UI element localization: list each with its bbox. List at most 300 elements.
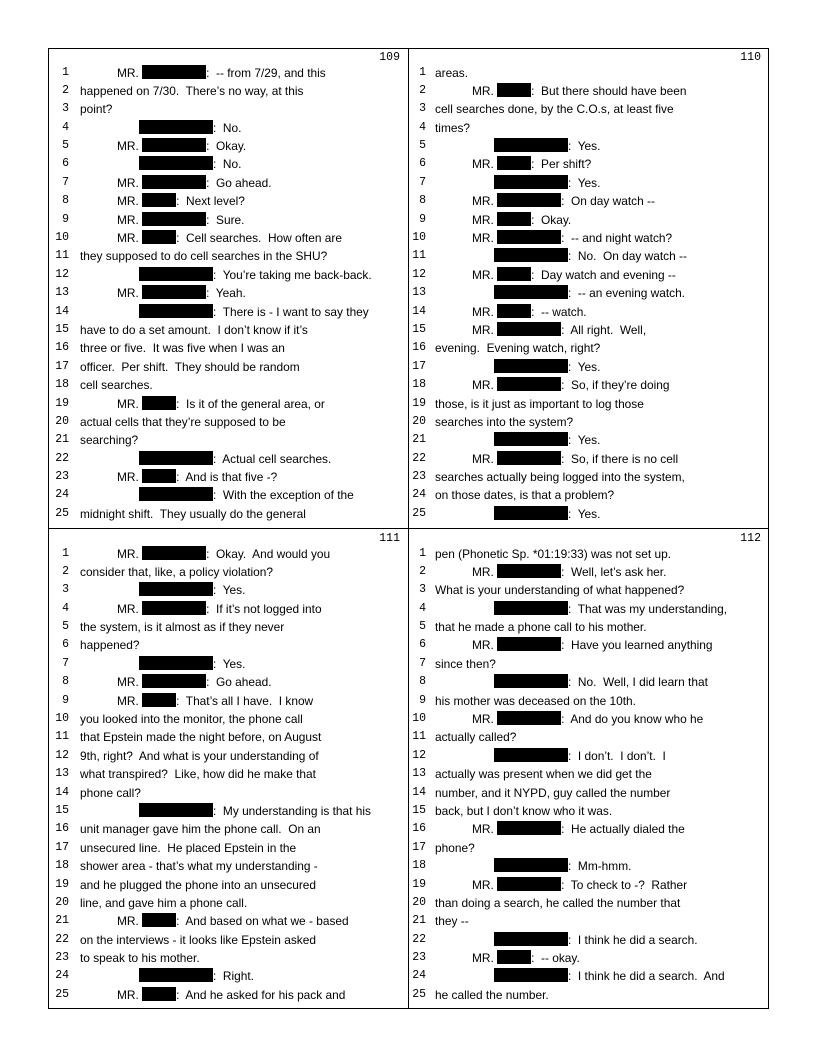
- line-number: 23: [412, 951, 426, 965]
- speaker-prefix: MR.: [117, 286, 139, 301]
- speech-text: : And do you know who he: [561, 712, 704, 727]
- transcript-line: [410, 563, 767, 581]
- transcript-line: [49, 876, 406, 894]
- line-number: 19: [55, 877, 69, 891]
- line-number: 8: [62, 675, 69, 689]
- line-number: 2: [62, 564, 69, 578]
- redaction-block: [142, 212, 206, 226]
- redaction-block: [142, 285, 206, 299]
- speech-text: : To check to -? Rather: [561, 877, 688, 892]
- line-number: 5: [62, 620, 69, 634]
- transcript-line: [410, 673, 767, 691]
- speech-text: : No.: [213, 120, 242, 135]
- line-text: searches actually being logged into the system,: [435, 470, 685, 485]
- line-number: 17: [412, 359, 426, 373]
- line-text: they --: [435, 914, 469, 929]
- transcript-line: [49, 967, 406, 985]
- line-number: 17: [55, 359, 69, 373]
- transcript-line: [410, 692, 767, 710]
- line-number: 20: [412, 895, 426, 909]
- line-text: actually called?: [435, 730, 517, 745]
- speaker-prefix: MR.: [117, 194, 139, 209]
- speech-text: : So, if they’re doing: [561, 378, 670, 393]
- transcript-line: [49, 600, 406, 618]
- speaker-line: [80, 581, 245, 599]
- speech-text: : Okay. And would you: [206, 546, 331, 561]
- redaction-block: [494, 432, 568, 446]
- transcript-line: [49, 450, 406, 468]
- redaction-block: [497, 821, 561, 835]
- line-text: on those dates, is that a problem?: [435, 488, 615, 503]
- speaker-prefix: MR.: [472, 267, 494, 282]
- line-text: and he plugged the phone into an unsecured: [80, 877, 317, 892]
- line-number: 13: [55, 767, 69, 781]
- redaction-block: [497, 877, 561, 891]
- line-number: 1: [62, 65, 69, 79]
- transcript-line: [49, 673, 406, 691]
- line-number: 15: [412, 803, 426, 817]
- line-number: 9: [419, 693, 426, 707]
- line-number: 12: [55, 748, 69, 762]
- speaker-line: [80, 545, 330, 563]
- line-number: 5: [419, 620, 426, 634]
- redaction-block: [142, 546, 206, 560]
- speech-text: : There is - I want to say they: [213, 304, 369, 319]
- redaction-block: [139, 656, 213, 670]
- redaction-block: [494, 506, 568, 520]
- line-text: What is your understanding of what happened?: [435, 583, 685, 598]
- speech-text: : On day watch --: [561, 194, 655, 209]
- line-number: 25: [55, 987, 69, 1001]
- transcript-line: [410, 395, 767, 413]
- line-number: 18: [412, 859, 426, 873]
- transcript-page-110: [410, 49, 767, 527]
- line-number: 6: [62, 157, 69, 171]
- transcript-line: [49, 655, 406, 673]
- redaction-block: [497, 377, 561, 391]
- speaker-prefix: MR.: [117, 470, 139, 485]
- transcript-line: [49, 100, 406, 118]
- line-number: 23: [412, 470, 426, 484]
- line-number: 8: [62, 194, 69, 208]
- transcript-line: [410, 839, 767, 857]
- transcript-line: [410, 229, 767, 247]
- transcript-line: [49, 303, 406, 321]
- speech-text: : Yes.: [568, 175, 601, 190]
- line-number: 17: [55, 840, 69, 854]
- transcript-line: [49, 192, 406, 210]
- line-number: 11: [55, 249, 69, 263]
- transcript-line: [410, 266, 767, 284]
- transcript-line: [410, 931, 767, 949]
- line-text: actual cells that they’re supposed to be: [80, 414, 286, 429]
- speaker-line: [435, 673, 708, 691]
- transcript-line: [49, 986, 406, 1004]
- speaker-prefix: MR.: [472, 712, 494, 727]
- line-number: 16: [412, 822, 426, 836]
- line-number: 13: [412, 767, 426, 781]
- speech-text: : All right. Well,: [561, 322, 647, 337]
- transcript-line: [410, 192, 767, 210]
- line-text: what transpired? Like, how did he make that: [80, 767, 316, 782]
- speaker-line: [80, 967, 254, 985]
- transcript-line: [410, 64, 767, 82]
- transcript-line: [49, 413, 406, 431]
- transcript-line: [49, 247, 406, 265]
- speech-text: : Yes.: [213, 656, 246, 671]
- speaker-line: [435, 376, 670, 394]
- speaker-prefix: MR.: [472, 378, 494, 393]
- speaker-line: [80, 912, 349, 930]
- speech-text: : He actually dialed the: [561, 822, 685, 837]
- transcript-line: [49, 486, 406, 504]
- transcript-line: [410, 376, 767, 394]
- speaker-line: [435, 137, 600, 155]
- transcript-line: [49, 912, 406, 930]
- speaker-prefix: MR.: [117, 675, 139, 690]
- transcript-line: [410, 545, 767, 563]
- line-number: 11: [412, 730, 426, 744]
- transcript-line: [49, 784, 406, 802]
- speaker-line: [435, 431, 600, 449]
- line-text: have to do a set amount. I don’t know if it’s: [80, 322, 308, 337]
- line-number: 15: [412, 322, 426, 336]
- speech-text: : I don’t. I don’t. I: [568, 748, 666, 763]
- line-number: 20: [55, 414, 69, 428]
- line-number: 3: [62, 102, 69, 116]
- speech-text: : And is that five -?: [176, 470, 278, 485]
- speaker-prefix: MR.: [472, 951, 494, 966]
- line-number: 6: [62, 638, 69, 652]
- speaker-prefix: MR.: [472, 231, 494, 246]
- line-number: 16: [55, 341, 69, 355]
- speech-text: : Yes.: [568, 506, 601, 521]
- line-number: 2: [62, 83, 69, 97]
- page-number: 110: [740, 51, 761, 64]
- redaction-block: [494, 359, 568, 373]
- speaker-line: [435, 266, 676, 284]
- transcript-line: [410, 413, 767, 431]
- line-text: that Epstein made the night before, on August: [80, 730, 322, 745]
- speech-text: : Go ahead.: [206, 675, 272, 690]
- transcript-line: [49, 857, 406, 875]
- speaker-line: [435, 82, 686, 100]
- redaction-block: [497, 564, 561, 578]
- speaker-line: [435, 358, 600, 376]
- transcript-line: [410, 358, 767, 376]
- speaker-prefix: MR.: [472, 157, 494, 172]
- line-text: searches into the system?: [435, 414, 574, 429]
- redaction-block: [497, 451, 561, 465]
- speech-text: : No.: [213, 157, 242, 172]
- transcript-line: [49, 284, 406, 302]
- speaker-line: [80, 450, 331, 468]
- page-lines: [410, 545, 767, 1005]
- speaker-prefix: MR.: [472, 564, 494, 579]
- speech-text: : And he asked for his pack and: [176, 987, 346, 1002]
- redaction-block: [497, 637, 561, 651]
- redaction-block: [497, 267, 531, 281]
- line-number: 8: [419, 194, 426, 208]
- line-number: 7: [62, 656, 69, 670]
- transcript-line: [49, 376, 406, 394]
- transcript-line: [410, 284, 767, 302]
- redaction-block: [494, 175, 568, 189]
- transcript-line: [410, 784, 767, 802]
- line-number: 13: [55, 286, 69, 300]
- line-text: they supposed to do cell searches in the SHU?: [80, 249, 328, 264]
- redaction-block: [142, 469, 176, 483]
- line-text: he called the number.: [435, 987, 549, 1002]
- redaction-block: [494, 858, 568, 872]
- speech-text: : Yes.: [568, 359, 601, 374]
- line-number: 22: [412, 451, 426, 465]
- speaker-prefix: MR.: [472, 194, 494, 209]
- transcript-line: [49, 710, 406, 728]
- line-number: 14: [55, 304, 69, 318]
- line-number: 18: [55, 859, 69, 873]
- redaction-block: [139, 156, 213, 170]
- line-number: 12: [55, 267, 69, 281]
- line-number: 15: [55, 322, 69, 336]
- speaker-line: [80, 137, 246, 155]
- line-number: 22: [412, 932, 426, 946]
- transcript-line: [49, 692, 406, 710]
- speaker-line: [80, 174, 272, 192]
- line-number: 25: [412, 506, 426, 520]
- redaction-block: [497, 156, 531, 170]
- speech-text: : Yes.: [568, 433, 601, 448]
- transcript-line: [49, 505, 406, 523]
- speaker-line: [435, 710, 703, 728]
- line-text: 9th, right? And what is your understanding of: [80, 748, 319, 763]
- transcript-line: [410, 618, 767, 636]
- line-number: 4: [62, 120, 69, 134]
- line-text: phone call?: [80, 785, 141, 800]
- redaction-block: [497, 304, 531, 318]
- transcript-line: [49, 765, 406, 783]
- transcript-line: [49, 894, 406, 912]
- transcript-line: [49, 839, 406, 857]
- speaker-line: [80, 64, 326, 82]
- transcript-line: [410, 100, 767, 118]
- line-text: midnight shift. They usually do the general: [80, 506, 306, 521]
- transcript-line: [49, 431, 406, 449]
- redaction-block: [494, 932, 568, 946]
- transcript-line: [410, 137, 767, 155]
- speaker-prefix: MR.: [117, 693, 139, 708]
- line-text: actually was present when we did get the: [435, 767, 652, 782]
- speech-text: : No. Well, I did learn that: [568, 675, 708, 690]
- transcript-line: [49, 119, 406, 137]
- line-number: 22: [55, 932, 69, 946]
- transcript-sheet: [48, 48, 769, 1009]
- line-text: unsecured line. He placed Epstein in the: [80, 840, 297, 855]
- speaker-line: [435, 600, 727, 618]
- speaker-line: [435, 876, 687, 894]
- transcript-line: [410, 486, 767, 504]
- transcript-line: [49, 211, 406, 229]
- line-text: pen (Phonetic Sp. *01:19:33) was not set up.: [435, 546, 671, 561]
- speaker-prefix: MR.: [117, 212, 139, 227]
- transcript-line: [410, 505, 767, 523]
- line-number: 18: [412, 378, 426, 392]
- transcript-line: [410, 468, 767, 486]
- page-lines: [49, 64, 406, 524]
- redaction-block: [497, 212, 531, 226]
- line-number: 1: [419, 65, 426, 79]
- speaker-line: [435, 450, 678, 468]
- transcript-line: [410, 303, 767, 321]
- line-number: 7: [419, 175, 426, 189]
- line-number: 24: [55, 969, 69, 983]
- transcript-line: [410, 912, 767, 930]
- redaction-block: [142, 693, 176, 707]
- speech-text: : That was my understanding,: [568, 601, 728, 616]
- transcript-line: [49, 82, 406, 100]
- redaction-block: [142, 65, 206, 79]
- line-number: 9: [62, 693, 69, 707]
- line-number: 21: [412, 433, 426, 447]
- line-number: 18: [55, 378, 69, 392]
- redaction-block: [142, 913, 176, 927]
- redaction-block: [139, 487, 213, 501]
- speech-text: : If it’s not logged into: [206, 601, 322, 616]
- line-number: 6: [419, 157, 426, 171]
- speaker-line: [435, 192, 655, 210]
- page-number: 109: [379, 51, 400, 64]
- speech-text: : Right.: [213, 969, 254, 984]
- line-number: 19: [412, 877, 426, 891]
- line-number: 24: [55, 488, 69, 502]
- speech-text: : Go ahead.: [206, 175, 272, 190]
- speaker-line: [80, 468, 277, 486]
- line-number: 5: [62, 139, 69, 153]
- line-number: 1: [62, 546, 69, 560]
- speaker-prefix: MR.: [117, 231, 139, 246]
- speech-text: : Actual cell searches.: [213, 451, 332, 466]
- transcript-line: [49, 174, 406, 192]
- speech-text: : -- from 7/29, and this: [206, 65, 326, 80]
- speaker-line: [80, 303, 369, 321]
- speaker-prefix: MR.: [472, 877, 494, 892]
- redaction-block: [142, 396, 176, 410]
- speaker-line: [80, 986, 345, 1004]
- speaker-line: [435, 229, 672, 247]
- speaker-prefix: MR.: [472, 451, 494, 466]
- speaker-prefix: MR.: [117, 914, 139, 929]
- line-text: shower area - that’s what my understanding -: [80, 859, 318, 874]
- speaker-line: [80, 284, 246, 302]
- transcript-line: [49, 802, 406, 820]
- line-number: 13: [412, 286, 426, 300]
- speech-text: : Have you learned anything: [561, 638, 713, 653]
- line-number: 2: [419, 564, 426, 578]
- transcript-line: [410, 82, 767, 100]
- line-text: to speak to his mother.: [80, 951, 200, 966]
- line-number: 21: [55, 433, 69, 447]
- redaction-block: [142, 601, 206, 615]
- line-number: 16: [55, 822, 69, 836]
- line-text: areas.: [435, 65, 469, 80]
- line-number: 19: [55, 396, 69, 410]
- transcript-line: [49, 64, 406, 82]
- transcript-line: [410, 211, 767, 229]
- speech-text: : You’re taking me back-back.: [213, 267, 372, 282]
- redaction-block: [497, 193, 561, 207]
- transcript-line: [49, 747, 406, 765]
- speaker-prefix: MR.: [117, 546, 139, 561]
- line-text: consider that, like, a policy violation?: [80, 564, 273, 579]
- redaction-block: [139, 304, 213, 318]
- line-number: 2: [419, 83, 426, 97]
- speech-text: : Per shift?: [531, 157, 592, 172]
- line-text: than doing a search, he called the number that: [435, 895, 681, 910]
- transcript-line: [410, 600, 767, 618]
- transcript-line: [410, 967, 767, 985]
- line-number: 1: [419, 546, 426, 560]
- line-text: happened?: [80, 638, 140, 653]
- page-lines: [49, 545, 406, 1005]
- redaction-block: [494, 748, 568, 762]
- line-number: 4: [419, 601, 426, 615]
- transcript-line: [49, 137, 406, 155]
- speaker-line: [435, 247, 687, 265]
- speech-text: : Yeah.: [206, 286, 246, 301]
- transcript-line: [49, 358, 406, 376]
- line-text: the system, is it almost as if they never: [80, 620, 285, 635]
- redaction-block: [497, 83, 531, 97]
- redaction-block: [494, 674, 568, 688]
- speech-text: : -- an evening watch.: [568, 286, 685, 301]
- speech-text: : Mm-hmm.: [568, 859, 632, 874]
- speaker-line: [435, 747, 666, 765]
- transcript-line: [49, 931, 406, 949]
- speech-text: : Sure.: [206, 212, 245, 227]
- line-text: officer. Per shift. They should be random: [80, 359, 300, 374]
- line-number: 10: [55, 712, 69, 726]
- transcript-line: [410, 450, 767, 468]
- line-number: 3: [62, 583, 69, 597]
- line-number: 9: [419, 212, 426, 226]
- speaker-line: [435, 321, 646, 339]
- speech-text: : Okay.: [206, 139, 247, 154]
- speaker-prefix: MR.: [117, 396, 139, 411]
- redaction-block: [139, 582, 213, 596]
- line-number: 3: [419, 583, 426, 597]
- line-number: 23: [55, 470, 69, 484]
- speaker-line: [80, 673, 272, 691]
- line-number: 25: [412, 987, 426, 1001]
- speech-text: : No. On day watch --: [568, 249, 687, 264]
- line-number: 14: [412, 785, 426, 799]
- row-divider: [49, 528, 768, 529]
- speaker-line: [80, 119, 241, 137]
- speaker-prefix: MR.: [472, 212, 494, 227]
- line-number: 9: [62, 212, 69, 226]
- line-text: phone?: [435, 840, 475, 855]
- speaker-line: [435, 967, 725, 985]
- redaction-block: [497, 711, 561, 725]
- transcript-line: [410, 894, 767, 912]
- transcript-line: [49, 636, 406, 654]
- speaker-line: [435, 820, 685, 838]
- speech-text: : Next level?: [176, 194, 245, 209]
- line-number: 6: [419, 638, 426, 652]
- speaker-line: [435, 857, 631, 875]
- speaker-line: [435, 303, 587, 321]
- speech-text: : Okay.: [531, 212, 572, 227]
